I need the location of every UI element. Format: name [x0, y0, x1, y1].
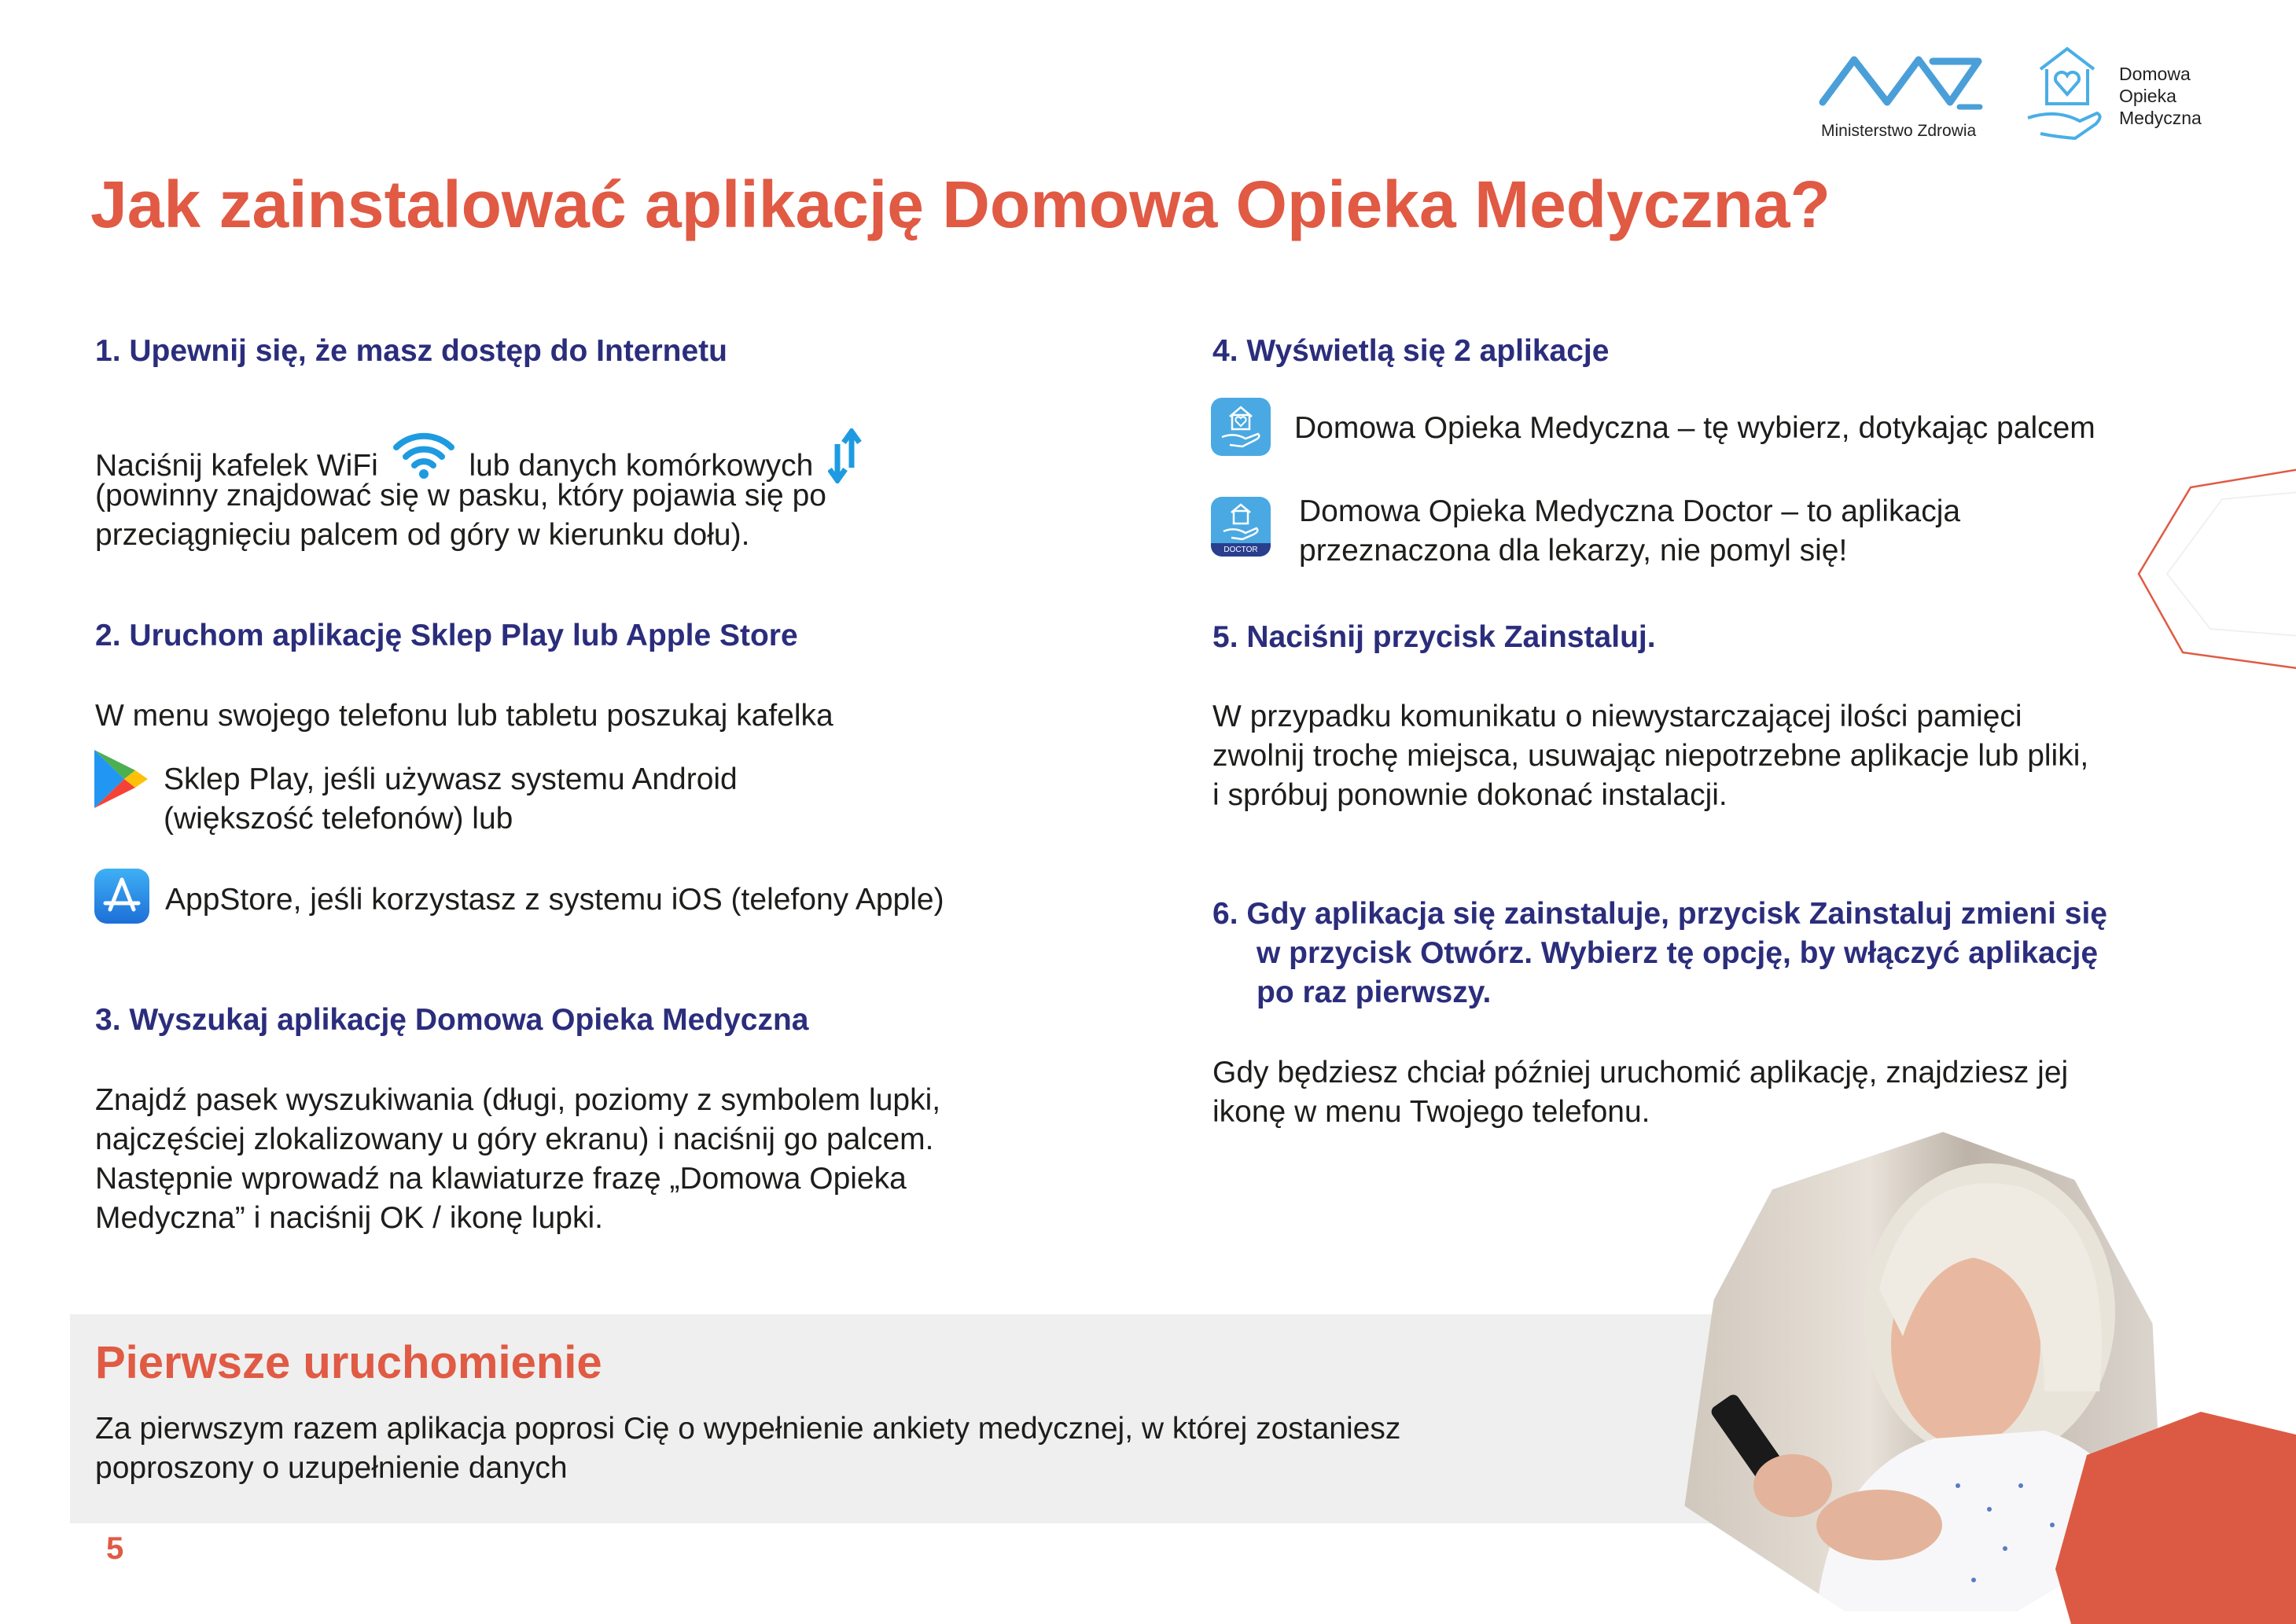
ministry-name: Ministerstwo Zdrowia — [1821, 122, 1977, 140]
dom-logo — [2025, 46, 2213, 148]
mz-logo-icon — [1816, 52, 1989, 115]
step-4-heading: 4. Wyświetlą się 2 aplikacje — [1212, 334, 1610, 368]
first-run-title: Pierwsze uruchomienie — [95, 1337, 602, 1388]
step-3-heading: 3. Wyszukaj aplikację Domowa Opieka Medyczna — [95, 1003, 809, 1037]
step-1-text: Naciśnij kafelek WiFi — [95, 449, 378, 483]
dom-logo-line: Medyczna — [2119, 108, 2202, 128]
step-5-line: i spróbuj ponownie dokonać instalacji. — [1212, 778, 1728, 812]
step-3-line: Medyczna” i naciśnij OK / ikonę lupki. — [95, 1201, 603, 1235]
google-play-icon — [93, 748, 149, 810]
ministry-logo — [1816, 52, 1989, 140]
house-heart-hand-icon — [2025, 46, 2111, 148]
step-6-line: ikonę w menu Twojego telefonu. — [1212, 1095, 1650, 1129]
app-store-icon — [94, 869, 149, 924]
dom-logo-line: Domowa — [2119, 64, 2191, 84]
decorative-hexagon-outline — [2136, 464, 2296, 731]
step-1-text: lub danych komórkowych — [469, 449, 814, 483]
mobile-data-icon — [828, 428, 863, 483]
decorative-hexagon-orange — [2055, 1412, 2296, 1624]
step-3-line: Następnie wprowadź na klawiaturze frazę „Domowa Opieka — [95, 1162, 907, 1196]
step-5-body — [1212, 697, 2088, 815]
google-play-text: Sklep Play, jeśli używasz systemu Android — [164, 762, 738, 796]
dom-app-text: Domowa Opieka Medyczna – tę wybierz, dotykając palcem — [1294, 411, 2095, 445]
step-1-line: przeciągnięciu palcem od góry w kierunku dołu). — [95, 518, 750, 552]
step-6-body — [1212, 1053, 2068, 1132]
step-2-heading: 2. Uruchom aplikację Sklep Play lub Apple Store — [95, 619, 798, 652]
first-run-line: poproszony o uzupełnienie danych — [95, 1451, 568, 1485]
dom-logo-text — [2119, 63, 2202, 129]
dom-doctor-text: przeznaczona dla lekarzy, nie pomyl się! — [1299, 534, 1848, 568]
step-5-line: W przypadku komunikatu o niewystarczającej ilości pamięci — [1212, 700, 2022, 733]
first-run-line: Za pierwszym razem aplikacja poprosi Cię o wypełnienie ankiety medycznej, w której zostaniesz — [95, 1412, 1401, 1446]
app-store-text: AppStore, jeśli korzystasz z systemu iOS (telefony Apple) — [165, 883, 944, 917]
step-5-heading: 5. Naciśnij przycisk Zainstaluj. — [1212, 620, 1656, 654]
page-number: 5 — [106, 1531, 124, 1566]
first-run-text — [95, 1409, 1400, 1488]
step-6-heading — [1212, 895, 2107, 1012]
step-6-heading-line: w przycisk Otwórz. Wybierz tę opcję, by włączyć aplikację — [1257, 936, 2099, 970]
dom-doctor-app-icon — [1211, 497, 1271, 557]
step-6-heading-line: 6. Gdy aplikacja się zainstaluje, przycisk Zainstaluj zmieni się — [1212, 897, 2107, 931]
step-3-line: Znajdź pasek wyszukiwania (długi, poziomy z symbolem lupki, — [95, 1083, 941, 1117]
dom-doctor-text: Domowa Opieka Medyczna Doctor – to aplikacja — [1299, 494, 1961, 528]
google-play-text: (większość telefonów) lub — [164, 802, 513, 836]
dom-app-icon — [1211, 398, 1271, 456]
step-6-heading-line: po raz pierwszy. — [1257, 976, 1492, 1009]
dom-logo-line: Opieka — [2119, 86, 2176, 106]
step-3-line: najczęściej zlokalizowany u góry ekranu) i naciśnij go palcem. — [95, 1122, 934, 1156]
step-1-heading: 1. Upewnij się, że masz dostęp do Internetu — [95, 334, 727, 368]
doctor-badge: DOCTOR — [1211, 543, 1271, 557]
step-5-line: zwolnij trochę miejsca, usuwając niepotrzebne aplikacje lub pliki, — [1212, 739, 2089, 773]
page-title: Jak zainstalować aplikację Domowa Opieka Medyczna? — [90, 167, 1831, 241]
step-1-line: (powinny znajdować się w pasku, który pojawia się po — [95, 479, 826, 513]
step-2-intro: W menu swojego telefonu lub tabletu poszukaj kafelka — [95, 699, 833, 733]
step-6-line: Gdy będziesz chciał później uruchomić aplikację, znajdziesz jej — [1212, 1056, 2069, 1089]
wifi-icon — [392, 428, 456, 480]
step-3-body — [95, 1081, 940, 1238]
